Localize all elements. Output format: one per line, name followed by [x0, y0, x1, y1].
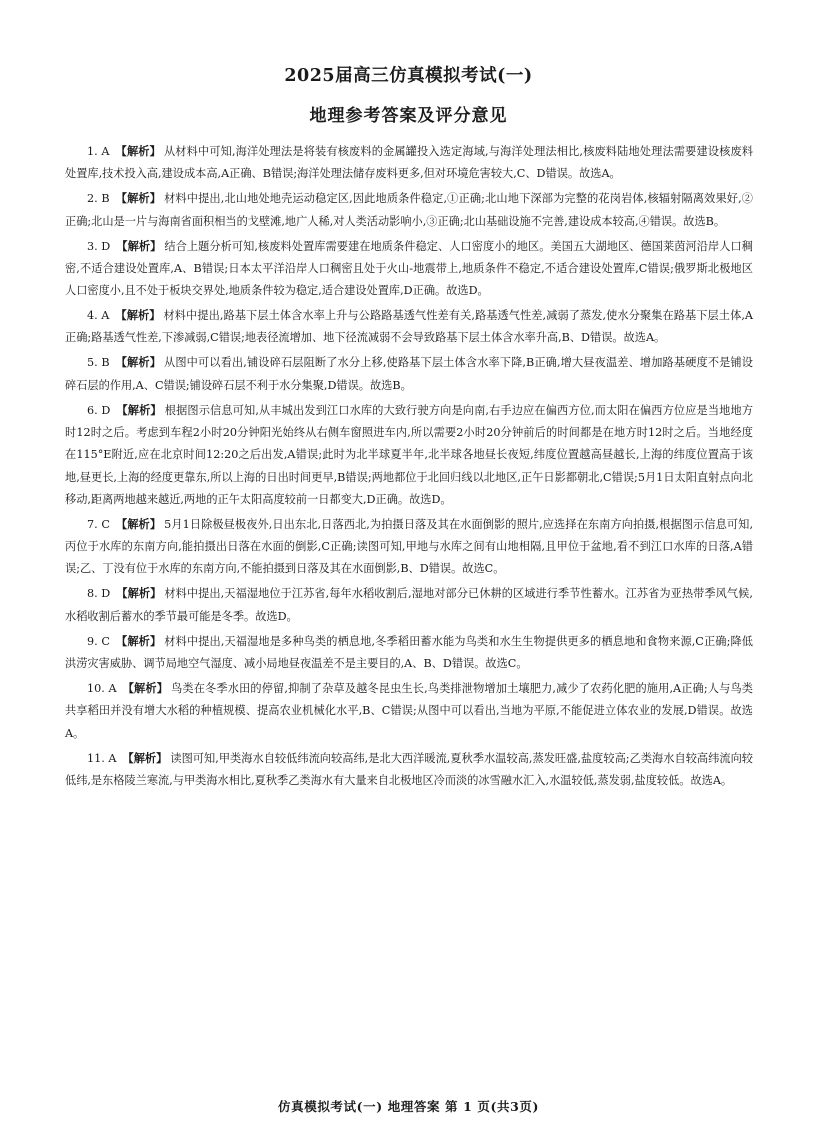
page-footer: 仿真模拟考试(一) 地理答案 第 1 页(共3页) — [278, 1099, 539, 1114]
answer-text: 材料中提出,天福湿地是多种鸟类的栖息地,冬季稻田蓄水能为鸟类和水生生物提供更多的栖息地和食物来源,C正确;降低洪涝灾害威胁、调节局地空气湿度、减小局地昼夜温差不是主要目的,A、B、D错误。故选C。 — [65, 634, 753, 671]
answer-item — [65, 304, 753, 350]
answer-number: 2. B — [87, 192, 110, 206]
analysis-tag: 【解析】 — [116, 402, 162, 417]
analysis-tag: 【解析】 — [122, 681, 169, 696]
answer-number: 10. A — [87, 682, 117, 696]
answer-number: 1. A — [87, 145, 110, 158]
answer-list — [65, 140, 753, 794]
answer-text: 材料中提出,天福湿地位于江苏省,每年水稻收割后,湿地对部分已休耕的区域进行季节性蓄水。江苏省为亚热带季风气候,水稻收割后蓄水的季节最可能是冬季。故选D。 — [65, 587, 753, 623]
answer-text: 读图可知,甲类海水自较低纬流向较高纬,是北大西洋暖流,夏秋季水温较高,蒸发旺盛,盐度较高;乙类海水自较高纬流向较低纬,是东格陵兰寒流,与甲类海水相比,夏秋季乙类海水有大量来自北极地区冷而淡的冰雪融水汇入,水温较低,蒸发弱,盐度较低。故选A。 — [65, 751, 753, 787]
answer-item — [65, 747, 753, 793]
answer-text: 材料中提出,北山地处地壳运动稳定区,因此地质条件稳定,①正确;北山地下深部为完整的花岗岩体,核辐射隔离效果好,②正确;北山是一片与海南省面积相当的戈壁滩,地广人稀,对人类活动影响小,③正确;北山基础设施不完善,建设成本较高,④错误。故选B。 — [65, 192, 753, 228]
answer-item — [65, 187, 753, 233]
answer-number: 9. C — [87, 634, 110, 648]
answer-item — [65, 677, 753, 745]
answer-item — [65, 582, 753, 628]
answer-text: 从材料中可知,海洋处理法是将装有核废料的金属罐投入选定海域,与海洋处理法相比,核废料陆地处理法需要建设核废料处置库,技术投入高,建设成本高,A正确、B错误;海洋处理法储存废料更多,但对环境危害较大,C、D错误。故选A。 — [65, 145, 754, 181]
analysis-tag: 【解析】 — [116, 586, 162, 601]
answer-number: 11. A — [87, 751, 117, 765]
analysis-tag: 【解析】 — [115, 633, 162, 648]
analysis-tag: 【解析】 — [115, 144, 161, 158]
answer-text: 从图中可以看出,铺设碎石层阻断了水分上移,使路基下层土体含水率下降,B正确,增大昼夜温差、增加路基硬度不是铺设碎石层的作用,A、C错误;铺设碎石层不利于水分集聚,D错误。故选B。 — [65, 356, 753, 392]
answer-number: 7. C — [87, 517, 110, 531]
answer-text: 鸟类在冬季水田的停留,抑制了杂草及越冬昆虫生长,鸟类排泄物增加土壤肥力,减少了农药化肥的施用,A正确;人与鸟类共享稻田并没有增大水稻的种植规模、提高农业机械化水平,B、C错误;从图中可以看出,当地为平原,不能促进立体农业的发展,D错误。故选A。 — [65, 682, 753, 740]
page-title: 2025届高三仿真模拟考试(一) — [284, 66, 533, 86]
answer-item — [65, 140, 753, 186]
analysis-tag: 【解析】 — [116, 238, 162, 253]
answer-item — [65, 399, 753, 511]
analysis-tag: 【解析】 — [115, 516, 162, 531]
answer-item — [65, 513, 753, 581]
analysis-tag: 【解析】 — [115, 355, 162, 370]
answer-text: 材料中提出,路基下层土体含水率上升与公路路基透气性差有关,路基透气性差,减弱了蒸发,使水分聚集在路基下层土体,A正确;路基透气性差,下渗减弱,C错误;地表径流增加、地下径流减弱不会导致路基下层土体含水率升高,B、D错误。故选A。 — [65, 309, 753, 345]
answer-text: 5月1日除极昼极夜外,日出东北,日落西北,为拍摄日落及其在水面倒影的照片,应选择在东南方向拍摄,根据图示信息可知,丙位于水库的东南方向,能拍摄出日落在水面的倒影,C正确;读图可知,甲地与水库之间有山地相隔,且甲位于盆地,看不到江口水库的日落,A错误;乙、丁没有位于水库的东南方向,不能拍摄到日落及其在水面倒影,B、D错误。故选C。 — [65, 517, 753, 576]
answer-number: 6. D — [87, 403, 111, 417]
answer-number: 8. D — [87, 587, 111, 601]
answer-item — [65, 630, 753, 676]
answer-number: 4. A — [87, 309, 110, 323]
answer-item — [65, 351, 753, 397]
answer-number: 5. B — [87, 356, 110, 370]
analysis-tag: 【解析】 — [115, 308, 161, 323]
answer-text: 结合上题分析可知,核废料处置库需要建在地质条件稳定、人口密度小的地区。美国五大湖地区、德国莱茵河沿岸人口稠密,不适合建设处置库,A、B错误;日本太平洋沿岸人口稠密且处于火山-地震带上,地质条件不稳定,不适合建设处置库,C错误;俄罗斯北极地区人口密度小,且不处于板块交界处,地质条件较为稳定,适合建设处置库,D正确。故选D。 — [65, 239, 753, 298]
answer-number: 3. D — [87, 239, 111, 253]
analysis-tag: 【解析】 — [122, 750, 168, 765]
answer-text: 根据图示信息可知,从丰城出发到江口水库的大致行驶方向是向南,右手边应在偏西方位,而太阳在偏西方位应是当地地方时12时之后。考虑到车程2小时20分钟阳光始终从右侧车窗照进车内,所以需要2小时20分钟前后的时间都是在地方时12时之后。当地经度在115°E附近,应在北京时间12:20之后出发,A错误;此时为北半球夏半年,北半球各地昼长夜短,纬度位置越高昼越长,上海的纬度位置高于该地,昼更长,上海的经度更靠东,所以上海的日出时间更早,B错误;两地都位于北回归线以北地区,正午日影都朝北,C错误;5月1日太阳直射点向北移动,距离两地越来越近,两地的正午太阳高度较前一日都变大,D正确。故选D。 — [65, 403, 754, 506]
page-subtitle: 地理参考答案及评分意见 — [309, 106, 508, 126]
analysis-tag: 【解析】 — [115, 191, 162, 206]
answer-item — [65, 235, 753, 303]
